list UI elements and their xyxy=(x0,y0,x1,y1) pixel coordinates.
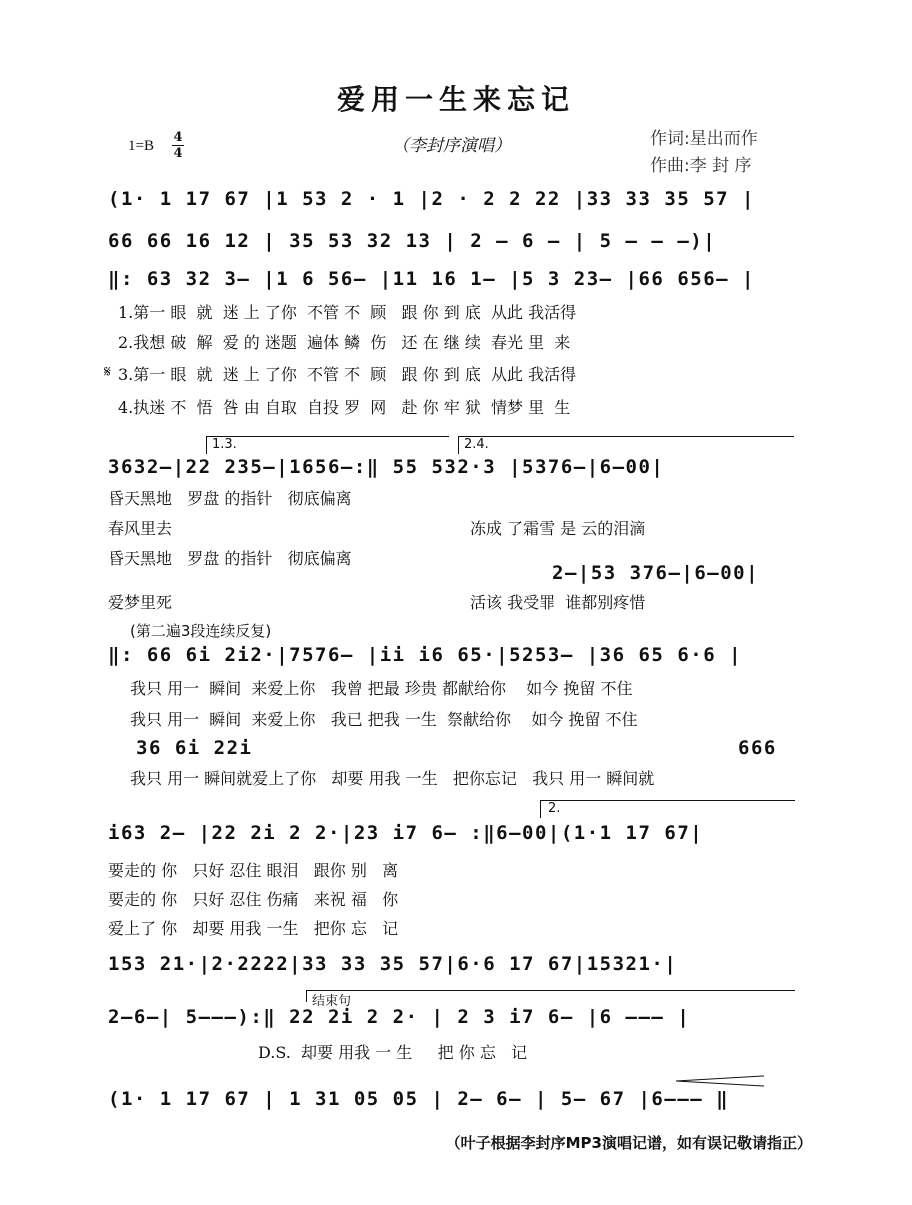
verse-lyric-4: 4.执迷 不 悟 咎 由 自取 自投 罗 网 赴 你 牢 狱 情梦 里 生 xyxy=(118,398,571,417)
chorus-lyric-5: 要走的 你 只好 忍住 伤痛 来祝 福 你 xyxy=(108,890,399,909)
volta-2-4-line xyxy=(458,436,794,437)
volta-2-4-hook xyxy=(458,436,459,454)
verse-lyric-8b: 活该 我受罪 谁都别疼惜 xyxy=(470,593,646,612)
volta-1-3-label: 1.3. xyxy=(212,437,237,452)
volta-1-3-line xyxy=(206,436,449,437)
chorus-staff-2a: 36 6i 22i xyxy=(136,737,253,759)
page-title: 爱用一生来忘记 xyxy=(336,83,575,116)
verse-lyric-6b: 冻成 了霜雪 是 云的泪滴 xyxy=(470,519,646,538)
chorus-staff-3: i63 2– |22 2i 2 2·|23 i7 6– :‖6–00|(1·1 17 67| xyxy=(108,822,704,844)
chorus-staff-1: ‖: 66 6i 2i2·|7576– |ii i6 65·|5253– |36 65 6·6 | xyxy=(108,644,743,666)
repeat-note: (第二遍3段连续反复) xyxy=(130,622,272,640)
verse-lyric-8a: 爱梦里死 xyxy=(108,593,173,612)
time-signature-top: 4 xyxy=(173,130,183,145)
lyricist-credit: 作词:星出而作 xyxy=(650,129,758,149)
chorus-staff-2b: 666 xyxy=(738,737,777,759)
time-signature xyxy=(172,131,184,160)
interlude-staff-2: 2–6–| 5–––):‖ 22 2i 2 2· | 2 3 i7 6– |6 ––– | xyxy=(108,1006,691,1028)
chorus-lyric-1: 我只 用一 瞬间 来爱上你 我曾 把最 珍贵 都献给你 如今 挽留 不住 xyxy=(130,679,633,698)
segno-sign: 𝄋 xyxy=(104,362,111,381)
coda-lyric: D.S. 却要 用我 一 生 把 你 忘 记 xyxy=(258,1043,528,1062)
verse-lyric-7: 昏天黑地 罗盘 的指针 彻底偏离 xyxy=(108,549,352,568)
chorus-lyric-4: 要走的 你 只好 忍住 眼泪 跟你 别 离 xyxy=(108,861,399,880)
chorus-lyric-3: 我只 用一 瞬间就爱上了你 却要 用我 一生 把你忘记 我只 用一 瞬间就 xyxy=(130,769,655,788)
composer-credit: 作曲:李 封 序 xyxy=(650,156,752,176)
coda-label: 结束句 xyxy=(312,994,352,1009)
volta-2-hook xyxy=(540,800,541,818)
verse-staff-3: 2–|53 376–|6–00| xyxy=(552,562,760,584)
intro-line-1: (1· 1 17 67 |1 53 2 · 1 |2 · 2 2 22 |33 33 35 57 | xyxy=(108,188,755,210)
verse-lyric-2: 2.我想 破 解 爱 的 迷题 遍体 鳞 伤 还 在 继 续 春光 里 来 xyxy=(118,333,571,352)
volta-1-3-hook xyxy=(206,436,207,454)
singer-credit: （李封序演唱） xyxy=(392,136,511,156)
intro-line-2: 66 66 16 12 | 35 53 32 13 | 2 – 6 – | 5 – – –)| xyxy=(108,230,717,252)
transcriber-note: （叶子根据李封序MP3演唱记谱，如有误记敬请指正） xyxy=(445,1134,812,1152)
key-signature: 1=B xyxy=(128,138,154,154)
coda-line xyxy=(306,990,795,991)
verse-lyric-1: 1.第一 眼 就 迷 上 了你 不管 不 顾 跟 你 到 底 从此 我活得 xyxy=(118,303,577,322)
volta-2-4-label: 2.4. xyxy=(464,437,489,452)
volta-2-line xyxy=(540,800,795,801)
interlude-staff-1: 153 21·|2·2222|33 33 35 57|6·6 17 67|15321·| xyxy=(108,953,678,975)
decrescendo-mark xyxy=(676,1074,766,1088)
volta-2-label: 2. xyxy=(548,801,561,816)
coda-hook xyxy=(306,990,307,1002)
verse-staff-2: 3632–|22 235–|1656–:‖ 55 532·3 |5376–|6–00| xyxy=(108,456,665,478)
verse-staff-1: ‖: 63 32 3– |1 6 56– |11 16 1– |5 3 23– |66 656– | xyxy=(108,268,755,290)
time-signature-bottom: 4 xyxy=(173,146,183,161)
chorus-lyric-6: 爱上了 你 却要 用我 一生 把你 忘 记 xyxy=(108,919,399,938)
outro-staff: (1· 1 17 67 | 1 31 05 05 | 2– 6– | 5– 67 |6––– ‖ xyxy=(108,1088,730,1110)
chorus-lyric-2: 我只 用一 瞬间 来爱上你 我已 把我 一生 祭献给你 如今 挽留 不住 xyxy=(130,710,638,729)
verse-lyric-5: 昏天黑地 罗盘 的指针 彻底偏离 xyxy=(108,489,352,508)
verse-lyric-3: 3.第一 眼 就 迷 上 了你 不管 不 顾 跟 你 到 底 从此 我活得 xyxy=(118,365,577,384)
verse-lyric-6a: 春风里去 xyxy=(108,519,173,538)
